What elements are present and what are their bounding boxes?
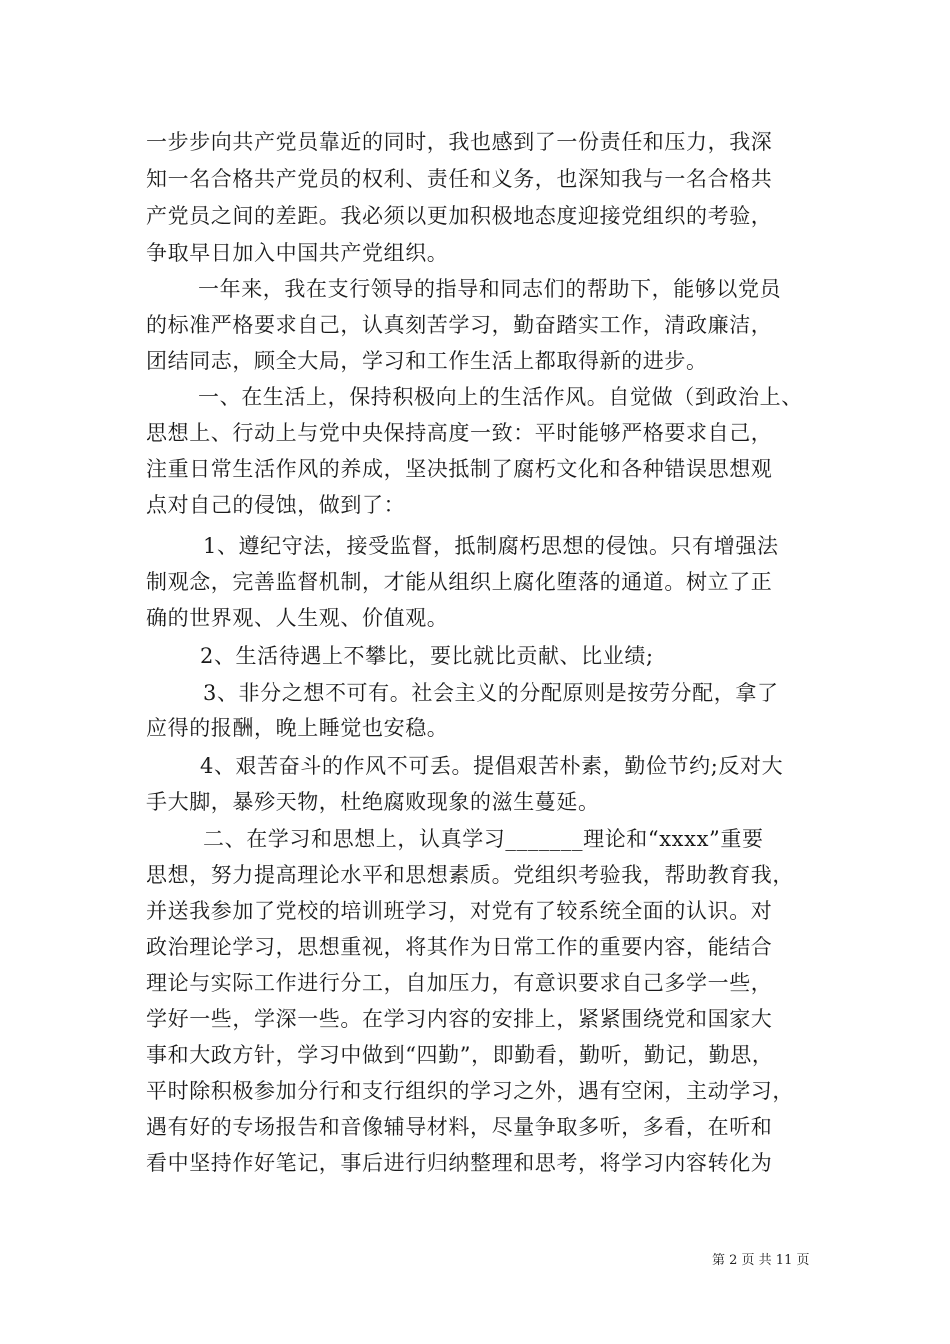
text-line: 应得的报酬，晚上睡觉也安稳。 — [146, 716, 449, 740]
text-line: 遇有好的专场报告和音像辅导材料，尽量争取多听，多看，在听和 — [146, 1115, 773, 1139]
text-line: 2、生活待遇上不攀比，要比就比贡献、比业绩; — [200, 644, 654, 668]
text-line: 手大脚，暴殄天物，杜绝腐败现象的滋生蔓延。 — [146, 790, 600, 814]
text-line: 产党员之间的差距。我必须以更加积极地态度迎接党组织的考验， — [146, 204, 773, 228]
text-line: 并送我参加了党校的培训班学习，对党有了较系统全面的认识。对 — [146, 899, 773, 923]
text-line: 事和大政方针，学习中做到“四勤”，即勤看，勤听，勤记，勤思， — [146, 1043, 774, 1067]
text-line: 思想，努力提高理论水平和思想素质。党组织考验我，帮助教育我， — [146, 863, 794, 887]
text-line: 4、艰苦奋斗的作风不可丢。提倡艰苦朴素，勤俭节约;反对大 — [200, 754, 784, 778]
text-line: 的标准严格要求自己，认真刻苦学习，勤奋踏实工作，清政廉洁， — [146, 313, 773, 337]
text-line: 确的世界观、人生观、价值观。 — [146, 606, 449, 630]
text-line: 思想上、行动上与党中央保持高度一致：平时能够严格要求自己， — [146, 421, 773, 445]
text-line: 点对自己的侵蚀，做到了： — [146, 493, 406, 517]
text-line: 一、在生活上，保持积极向上的生活作风。自觉做（到政治上、 — [198, 385, 803, 409]
text-line: 看中坚持作好笔记，事后进行归纳整理和思考，将学习内容转化为 — [146, 1151, 773, 1175]
text-line: 一年来，我在支行领导的指导和同志们的帮助下，能够以党员 — [198, 277, 782, 301]
text-line: 注重日常生活作风的养成，坚决抵制了腐朽文化和各种错误思想观 — [146, 457, 773, 481]
text-line: 学好一些，学深一些。在学习内容的安排上，紧紧围绕党和国家大 — [146, 1007, 773, 1031]
page-number-footer: 第 2 页 共 11 页 — [712, 1253, 810, 1268]
text-line: 争取早日加入中国共产党组织。 — [146, 241, 449, 265]
text-line: 一步步向共产党员靠近的同时，我也感到了一份责任和压力，我深 — [146, 130, 773, 154]
text-line: 1、遵纪守法，接受监督，抵制腐朽思想的侵蚀。只有增强法 — [203, 534, 779, 558]
text-line: 平时除积极参加分行和支行组织的学习之外，遇有空闲，主动学习， — [146, 1079, 794, 1103]
text-line: 制观念，完善监督机制，才能从组织上腐化堕落的通道。树立了正 — [146, 570, 773, 594]
text-line: 政治理论学习，思想重视，将其作为日常工作的重要内容，能结合 — [146, 935, 773, 959]
text-line: 二、在学习和思想上，认真学习_______理论和“xxxx”重要 — [203, 827, 764, 851]
text-line: 团结同志，顾全大局，学习和工作生活上都取得新的进步。 — [146, 349, 708, 373]
text-line: 理论与实际工作进行分工，自加压力，有意识要求自己多学一些， — [146, 971, 773, 995]
text-line: 3、非分之想不可有。社会主义的分配原则是按劳分配，拿了 — [203, 681, 779, 705]
text-line: 知一名合格共产党员的权利、责任和义务，也深知我与一名合格共 — [146, 167, 773, 191]
